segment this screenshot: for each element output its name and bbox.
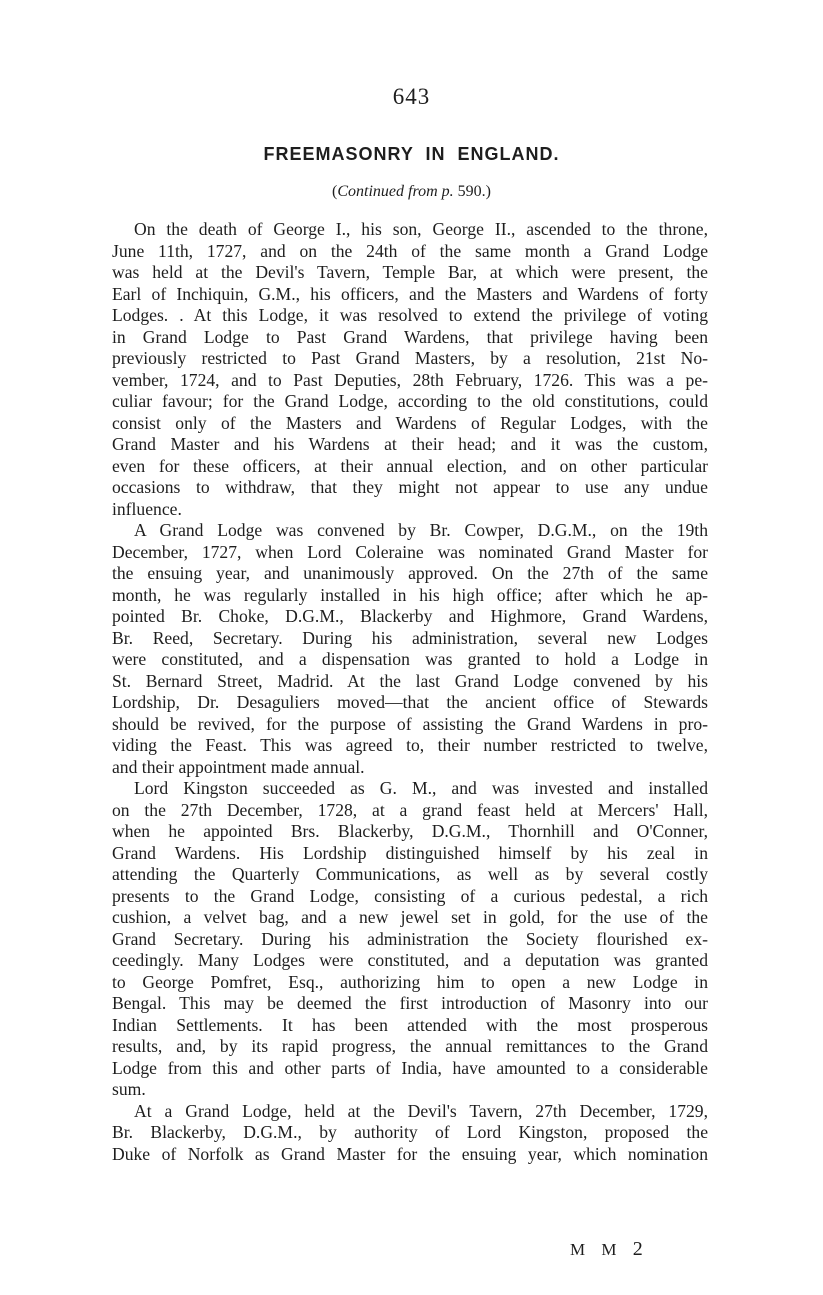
text-line: when he appointed Brs. Blackerby, D.G.M., Thornhill and O'Conner, (112, 821, 708, 841)
continuation-open: ( (332, 183, 338, 200)
page-number: 643 (392, 84, 431, 109)
text-line: Duke of Norfolk as Grand Master for the ensuing year, which nomination (112, 1143, 708, 1164)
signature-number: 2 (632, 1238, 643, 1260)
text-line: previously restricted to Past Grand Masters, by a resolution, 21st No- (112, 348, 708, 368)
text-line: Br. Blackerby, D.G.M., by authority of Lord Kingston, proposed the (112, 1122, 708, 1142)
text-line: December, 1727, when Lord Coleraine was nominated Grand Master for (112, 541, 708, 562)
text-line: should be revived, for the purpose of assisting the Grand Wardens in pro- (112, 713, 708, 734)
text-line: June 11th, 1727, and on the 24th of the same month a Grand Lodge (112, 240, 708, 261)
continuation-note (0, 183, 823, 201)
text-line: even for these officers, at their annual election, and on other particular (112, 455, 708, 476)
text-line: Grand Secretary. During his administration the Society flourished ex- (112, 928, 708, 949)
text-line: to George Pomfret, Esq., authorizing him to open a new Lodge in (112, 971, 708, 992)
text-line: Earl of Inchiquin, G.M., his officers, and the Masters and Wardens of forty (112, 283, 708, 304)
text-line: Lodge from this and other parts of India, have amounted to a considerable (112, 1057, 708, 1078)
continuation-page: 590.) (453, 183, 491, 200)
text-line: ceedingly. Many Lodges were constituted, and a deputation was granted (112, 950, 708, 970)
text-line: consist only of the Masters and Wardens of Regular Lodges, with the (112, 412, 708, 433)
text-line: viding the Feast. This was agreed to, their number restricted to twelve, (112, 735, 708, 755)
text-line: occasions to withdraw, that they might not appear to use any undue (112, 477, 708, 497)
text-line: in Grand Lodge to Past Grand Wardens, that privilege having been (112, 326, 708, 347)
article-title: FREEMASONRY IN ENGLAND. (263, 144, 560, 164)
text-line: was held at the Devil's Tavern, Temple Bar, at which were present, the (112, 262, 708, 282)
text-line: attending the Quarterly Communications, as well as by several costly (112, 864, 708, 884)
text-line: Indian Settlements. It has been attended with the most prosperous (112, 1014, 708, 1035)
text-line: and their appointment made annual. (112, 756, 365, 777)
text-line: Grand Master and his Wardens at their head; and it was the custom, (112, 434, 708, 454)
text-line: sum. (112, 1079, 146, 1099)
text-line: presents to the Grand Lodge, consisting of a curious pedestal, a rich (112, 885, 708, 906)
text-line: results, and, by its rapid progress, the annual remittances to the Grand (112, 1036, 708, 1056)
text-line: month, he was regularly installed in his high office; after which he ap- (112, 584, 708, 605)
text-line: On the death of George I., his son, George II., ascended to the throne, (134, 219, 708, 239)
text-line: Lord Kingston succeeded as G. M., and was invested and installed (134, 778, 708, 798)
text-line: the ensuing year, and unanimously approved. On the 27th of the same (112, 563, 708, 583)
text-line: Bengal. This may be deemed the first introduction of Masonry into our (112, 993, 708, 1013)
text-line: Lordship, Dr. Desaguliers moved—that the ancient office of Stewards (112, 692, 708, 712)
article-body (112, 219, 708, 1165)
text-line: vember, 1724, and to Past Deputies, 28th February, 1726. This was a pe- (112, 369, 708, 390)
text-line: cushion, a velvet bag, and a new jewel set in gold, for the use of the (112, 907, 708, 927)
text-line: influence. (112, 498, 182, 519)
text-line: pointed Br. Choke, D.G.M., Blackerby and Highmore, Grand Wardens, (112, 606, 708, 626)
text-line: Lodges. . At this Lodge, it was resolved to extend the privilege of voting (112, 305, 708, 325)
text-line: were constituted, and a dispensation was granted to hold a Lodge in (112, 649, 708, 669)
text-line: A Grand Lodge was convened by Br. Cowper, D.G.M., on the 19th (134, 520, 708, 540)
text-line: culiar favour; for the Grand Lodge, according to the old constitutions, could (112, 391, 708, 411)
text-line: At a Grand Lodge, held at the Devil's Tavern, 27th December, 1729, (134, 1100, 708, 1121)
text-line: on the 27th December, 1728, at a grand feast held at Mercers' Hall, (112, 799, 708, 820)
text-line: St. Bernard Street, Madrid. At the last Grand Lodge convened by his (112, 670, 708, 691)
continuation-italic: Continued from p. (337, 183, 454, 200)
text-line: Br. Reed, Secretary. During his administration, several new Lodges (112, 627, 708, 648)
signature-mark (570, 1238, 720, 1261)
signature-letters: M M (570, 1240, 623, 1259)
text-line: Grand Wardens. His Lordship distinguished himself by his zeal in (112, 842, 708, 863)
